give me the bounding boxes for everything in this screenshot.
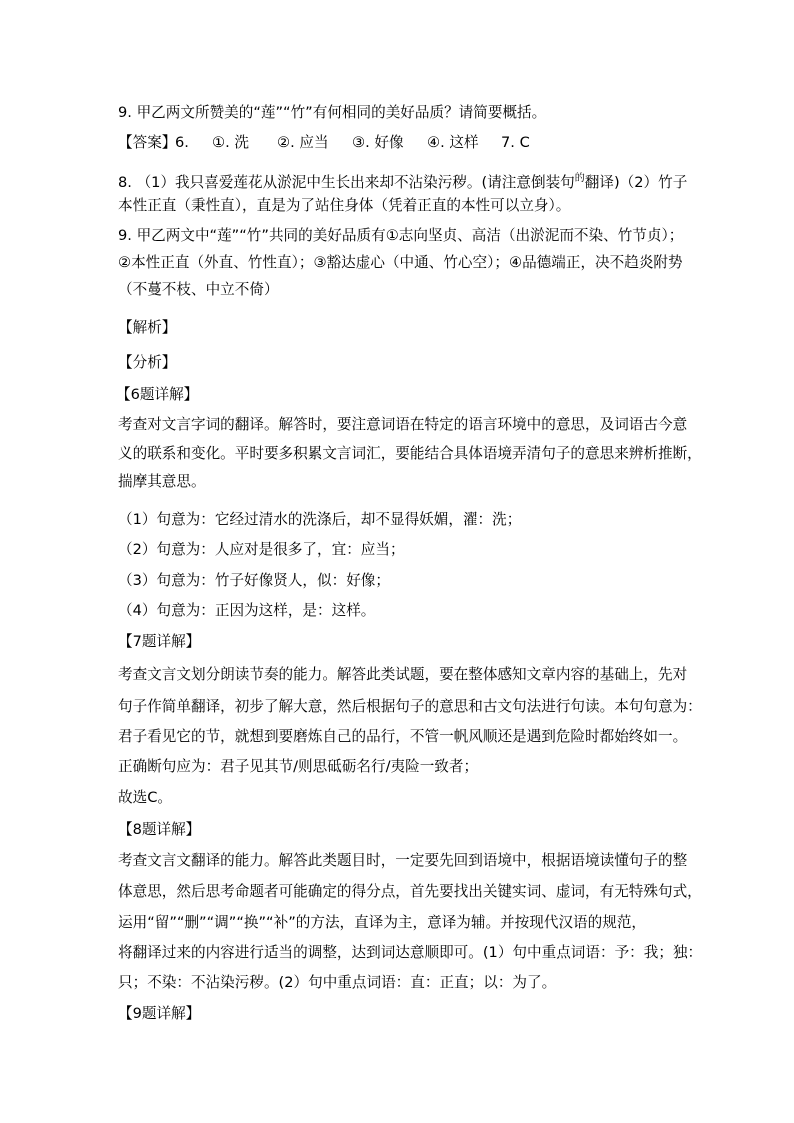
q7-line: 君子看见它的节，就想到要磨炼自己的品行，不管一帆风顺还是遇到危险时都始终如一。	[118, 728, 688, 745]
q8-line: 体意思，然后思考命题者可能确定的得分点，首先要找出关键实词、虚词，有无特殊句式，	[118, 883, 702, 900]
text: 的	[574, 173, 585, 184]
answer-9-line: （不蔓不枝、中立不倚）	[118, 281, 279, 298]
q7-line: 正确断句应为：君子见其节/则思砥砺名行/夷险一致者；	[118, 758, 479, 775]
answer-item: ②. 应当	[277, 134, 329, 151]
answer-q6: 6.	[175, 134, 189, 151]
q6-line: 考查对文言字词的翻译。解答时，要注意词语在特定的语言环境中的意思，及词语古今意	[118, 416, 688, 433]
section-heading-jiexi: 【解析】	[118, 319, 177, 336]
q8-line: 考查文言文翻译的能力。解答此类题目时，一定要先回到语境中，根据语境读懂句子的整	[118, 852, 688, 869]
q6-heading: 【6题详解】	[116, 386, 199, 403]
answer-8-line	[118, 170, 687, 192]
q8-line: 将翻译过来的内容进行适当的调整，达到词达意顺即可。(1）句中重点词语：予：我；独：	[118, 944, 703, 961]
q7-line: 考查文言文划分朗读节奏的能力。解答此类试题，要在整体感知文章内容的基础上，先对	[118, 666, 688, 683]
q8-heading: 【8题详解】	[118, 821, 201, 838]
answer-item: ①. 洗	[212, 134, 249, 151]
q6-line: （3）句意为：竹子好像贤人，似：好像；	[118, 572, 390, 589]
text: 8. （1）我只喜爱莲花从淤泥中生长出来却不沾染污秽。(请注意倒装句	[118, 174, 575, 191]
q6-line: （2）句意为：人应对是很多了，宜：应当；	[118, 541, 405, 558]
answer-item: ④. 这样	[427, 134, 479, 151]
q7-heading: 【7题详解】	[118, 633, 201, 650]
answer-9-line: 9. 甲乙两文中“莲”“竹”共同的美好品质有①志向坚贞、高洁（出淤泥而不染、竹节贞）；	[118, 227, 684, 244]
answer-item: ③. 好像	[352, 134, 404, 151]
answer-8-line: 本性正直（秉性直），直是为了站住身体（凭着正直的本性可以立身）。	[118, 197, 571, 214]
text: 翻译)（2）竹子	[584, 174, 688, 191]
q8-line: 运用“留”“删”“调”“换”“补”的方法，直译为主，意译为辅。并按现代汉语的规范，	[118, 914, 647, 931]
q7-line: 故选C。	[118, 789, 172, 806]
answer-q7: 7. C	[501, 134, 530, 151]
section-heading-fenxi: 【分析】	[118, 354, 177, 371]
answer-9-line: ②本性正直（外直、竹性直）；③豁达虚心（中通、竹心空）；④品德端正，决不趋炎附势	[118, 254, 683, 271]
q8-line: 只；不染：不沾染污秽。(2）句中重点词语：直：正直；以：为了。	[118, 974, 557, 991]
q6-line: 揣摩其意思。	[118, 473, 206, 490]
q7-line: 句子作简单翻译，初步了解大意，然后根据句子的意思和古文句法进行句读。本句句意为：	[118, 698, 702, 715]
answer-label: 【答案】	[118, 134, 177, 151]
q6-line: （4）句意为：正因为这样，是：这样。	[118, 602, 376, 619]
q9-heading: 【9题详解】	[118, 1005, 201, 1022]
answer-line	[118, 134, 718, 152]
q6-line: 义的联系和变化。平时要多积累文言词汇，要能结合具体语境弄清句子的意思来辨析推断，	[118, 445, 702, 462]
q6-line: （1）句意为：它经过清水的洗涤后，却不显得妖媚，濯：洗；	[118, 511, 522, 528]
question-9: 9. 甲乙两文所赞美的“莲”“竹”有何相同的美好品质？请简要概括。	[118, 104, 547, 121]
